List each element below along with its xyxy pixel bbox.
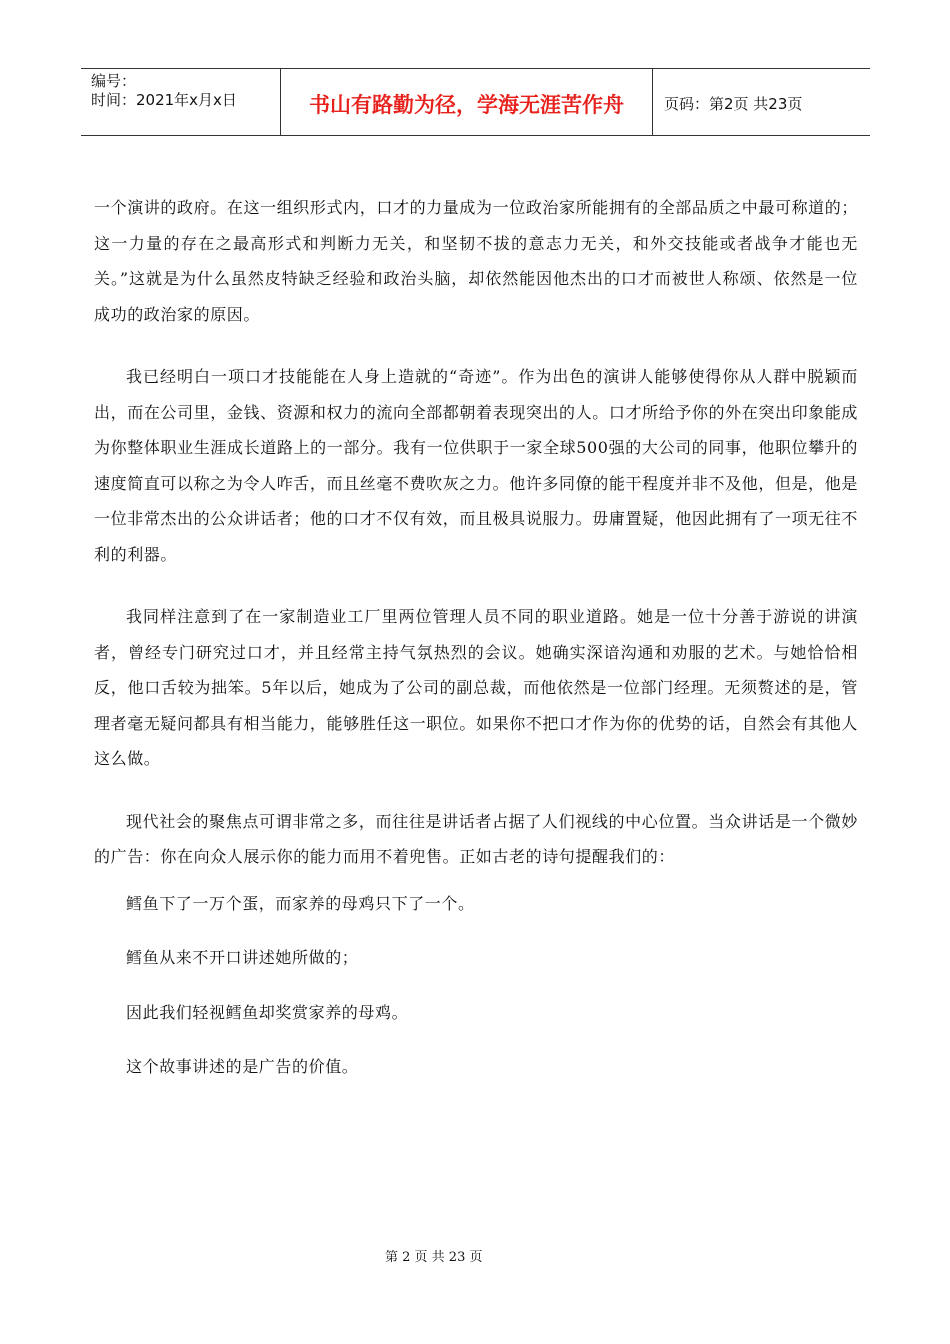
header-motto: 书山有路勤为径，学海无涯苦作舟 [309,93,624,117]
document-date: 时间：2021年x月x日 [91,91,237,109]
header-page-code: 页码：第2页 共23页 [664,94,803,113]
verse-line: 鳕鱼下了一万个蛋，而家养的母鸡只下了一个。 [126,893,475,913]
document-body [94,190,858,1085]
footer-page-number: 第 2 页 共 23 页 [385,1250,483,1265]
header-meta-cell [81,69,281,135]
document-number-label: 编号： [91,72,137,90]
verse-line: 这个故事讲述的是广告的价值。 [126,1057,359,1076]
header-motto-cell [281,69,653,135]
page-footer [0,1246,950,1265]
document-header [81,68,870,136]
paragraph: 现代社会的聚焦点可谓非常之多，而往往是讲话者占据了人们视线的中心位置。当众讲话是一个微妙的广告：你在向众人展示你的能力而用不着兜售。正如古老的诗句提醒我们的： [94,811,858,866]
paragraph: 我已经明白一项口才技能能在人身上造就的“奇迹”。作为出色的演讲人能够使得你从人群中脱颖而出，而在公司里，金钱、资源和权力的流向全部都朝着表现突出的人。口才所给予你的外在突出印象能成为你整体职业生涯成长道路上的一部分。我有一位供职于一家全球500强的大公司的同事，他职位攀升的速度简直可以称之为令人咋舌，而且丝毫不费吹灰之力。他许多同僚的能干程度并非不及他，但是，他是一位非常杰出的公众讲话者；他的口才不仅有效，而且极具说服力。毋庸置疑，他因此拥有了一项无往不利的利器。 [94,367,858,564]
paragraph: 我同样注意到了在一家制造业工厂里两位管理人员不同的职业道路。她是一位十分善于游说的讲演者，曾经专门研究过口才，并且经常主持气氛热烈的会议。她确实深谙沟通和劝服的艺术。与她恰恰相反，他口舌较为拙笨。5年以后，她成为了公司的副总裁，而他依然是一位部门经理。无须赘述的是，管理者毫无疑问都具有相当能力，能够胜任这一职位。如果你不把口才作为你的优势的话，自然会有其他人这么做。 [94,607,858,768]
verse-line: 鳕鱼从来不开口讲述她所做的； [126,948,359,967]
paragraph: 一个演讲的政府。在这一组织形式内，口才的力量成为一位政治家所能拥有的全部品质之中最可称道的；这一力量的存在之最高形式和判断力无关，和坚韧不拔的意志力无关，和外交技能或者战争才能也无关。”这就是为什么虽然皮特缺乏经验和政治头脑，却依然能因他杰出的口才而被世人称颂、依然是一位成功的政治家的原因。 [94,198,858,324]
verse-line: 因此我们轻视鳕鱼却奖赏家养的母鸡。 [126,1002,409,1022]
header-page-cell [653,69,870,135]
